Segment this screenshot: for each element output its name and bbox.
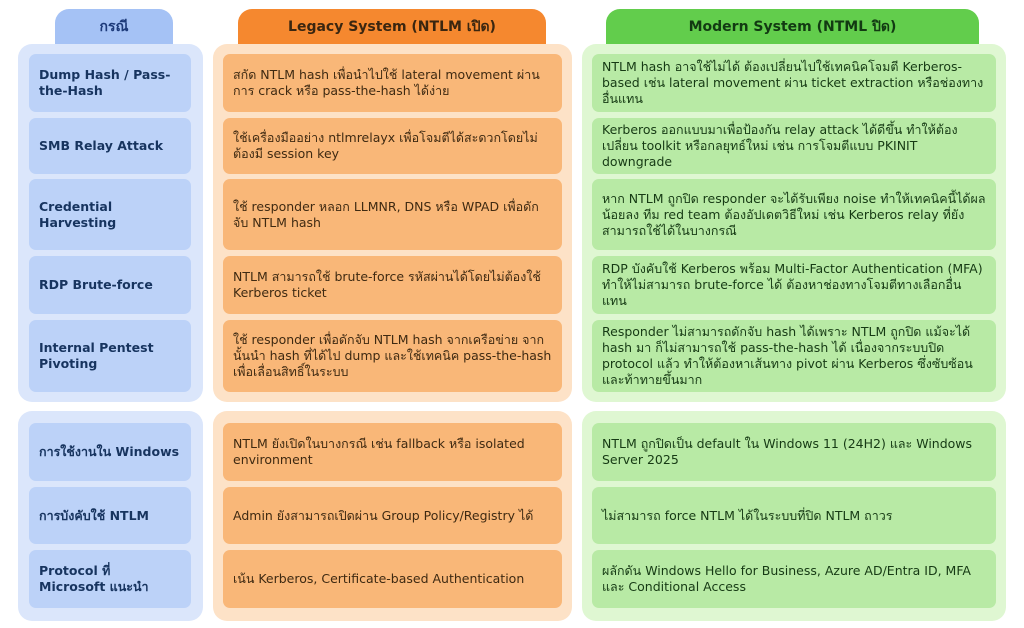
row-legacy-text: ใช้ responder หลอก LLMNR, DNS หรือ WPAD เพื่อดักจับ NTLM hash: [233, 198, 539, 230]
row-credential-legacy: [223, 179, 562, 250]
row-smb-relay-modern: [592, 118, 996, 174]
row-modern-text: หาก NTLM ถูกปิด responder จะได้รับเพียง noise ทำให้เทคนิคนี้ได้ผลน้อยลง ทีม red team ต้องอัปเดตวิธีใหม่ เช่น Kerberos relay ที่ยังสามารถใช้ได้ในบางกรณี: [602, 190, 986, 238]
row-case-text: การบังคับใช้ NTLM: [39, 507, 149, 523]
row-case-text: Dump Hash / Pass-the-Hash: [39, 67, 171, 98]
row-case-text: การใช้งานใน Windows: [39, 444, 180, 459]
row-case-text: RDP Brute-force: [39, 277, 153, 292]
row-pivoting-legacy: [223, 320, 562, 392]
row-pivoting-case: [29, 320, 191, 392]
row-legacy-text: สกัด NTLM hash เพื่อนำไปใช้ lateral movement ผ่านการ crack หรือ pass-the-hash ได้ง่าย: [233, 67, 540, 98]
row-smb-relay-case: [29, 118, 191, 174]
row-legacy-text: ใช้ responder เพื่อดักจับ NTLM hash จากเครือข่าย จากนั้นนำ hash ที่ได้ไป dump และใช้เทคนิค pass-the-hash เพื่อเลื่อนสิทธิ์ในระบบ: [233, 332, 552, 379]
row-modern-text: ไม่สามารถ force NTLM ได้ในระบบที่ปิด NTLM ถาวร: [602, 507, 893, 523]
row-case-text: Internal Pentest Pivoting: [39, 340, 154, 371]
row-credential-modern: [592, 179, 996, 250]
row-modern-text: RDP บังคับใช้ Kerberos พร้อม Multi-Factor Authentication (MFA) ทำให้ไม่สามารถ brute-force ได้ ต้องหาช่องทางโจมตีทางเลือกอื่นแทน: [602, 261, 983, 308]
header-case: [55, 9, 173, 45]
row-credential-case: [29, 179, 191, 250]
row-modern-text: Kerberos ออกแบบมาเพื่อป้องกัน relay attack ได้ดีขึ้น ทำให้ต้องเปลี่ยน toolkit หรือกลยุทธ์ใหม่ เช่น การโจมตีแบบ PKINIT downgrade: [602, 122, 958, 169]
row-windows-case: [29, 423, 191, 481]
row-dump-hash-legacy: [223, 54, 562, 112]
row-modern-text: Responder ไม่สามารถดักจับ hash ได้เพราะ NTLM ถูกปิด แม้จะได้ hash มา ก็ไม่สามารถใช้ pass-the-hash ได้ เนื่องจากระบบปิด protocol แล้ว ทำให้ต้องหาเส้นทาง pivot ผ่าน Kerberos ซึ่งซับซ้อนและท้าทายขึ้นมาก: [602, 324, 973, 387]
row-rdp-case: [29, 256, 191, 314]
row-case-text: Credential Harvesting: [39, 198, 117, 230]
row-legacy-text: NTLM สามารถใช้ brute-force รหัสผ่านได้โดยไม่ต้องใช้ Kerberos ticket: [233, 269, 541, 300]
row-force-ntlm-legacy: [223, 487, 562, 544]
row-force-ntlm-modern: [592, 487, 996, 544]
row-legacy-text: NTLM ยังเปิดในบางกรณี เช่น fallback หรือ isolated environment: [233, 436, 525, 467]
row-rdp-modern: [592, 256, 996, 314]
header-modern-label: Modern System (NTML ปิด): [688, 19, 897, 35]
row-dump-hash-case: [29, 54, 191, 112]
row-protocol-case: [29, 550, 191, 608]
header-case-label: กรณี: [99, 19, 129, 35]
row-legacy-text: Admin ยังสามารถเปิดผ่าน Group Policy/Registry ได้: [233, 507, 534, 523]
row-force-ntlm-case: [29, 487, 191, 544]
header-legacy: [238, 9, 546, 45]
row-protocol-legacy: [223, 550, 562, 608]
row-dump-hash-modern: [592, 54, 996, 112]
row-smb-relay-legacy: [223, 118, 562, 174]
row-rdp-legacy: [223, 256, 562, 314]
header-legacy-label: Legacy System (NTLM เปิด): [288, 19, 496, 35]
row-windows-modern: [592, 423, 996, 481]
row-case-text: SMB Relay Attack: [39, 138, 164, 153]
row-legacy-text: ใช้เครื่องมืออย่าง ntlmrelayx เพื่อโจมตีได้สะดวกโดยไม่ต้องมี session key: [233, 130, 538, 161]
row-modern-text: NTLM ถูกปิดเป็น default ใน Windows 11 (24H2) และ Windows Server 2025: [602, 436, 973, 467]
row-legacy-text: เน้น Kerberos, Certificate-based Authentication: [233, 571, 525, 586]
row-protocol-modern: [592, 550, 996, 608]
row-modern-text: NTLM hash อาจใช้ไม่ได้ ต้องเปลี่ยนไปใช้เทคนิคโจมตี Kerberos-based เช่น lateral movement ผ่าน ticket extraction หรือช่องทางอื่นแทน: [602, 59, 984, 106]
row-windows-legacy: [223, 423, 562, 481]
row-modern-text: ผลักดัน Windows Hello for Business, Azure AD/Entra ID, MFA และ Conditional Access: [602, 563, 971, 594]
row-pivoting-modern: [592, 320, 996, 392]
header-modern: [606, 9, 979, 45]
row-case-text: Protocol ที่ Microsoft แนะนำ: [39, 563, 149, 594]
